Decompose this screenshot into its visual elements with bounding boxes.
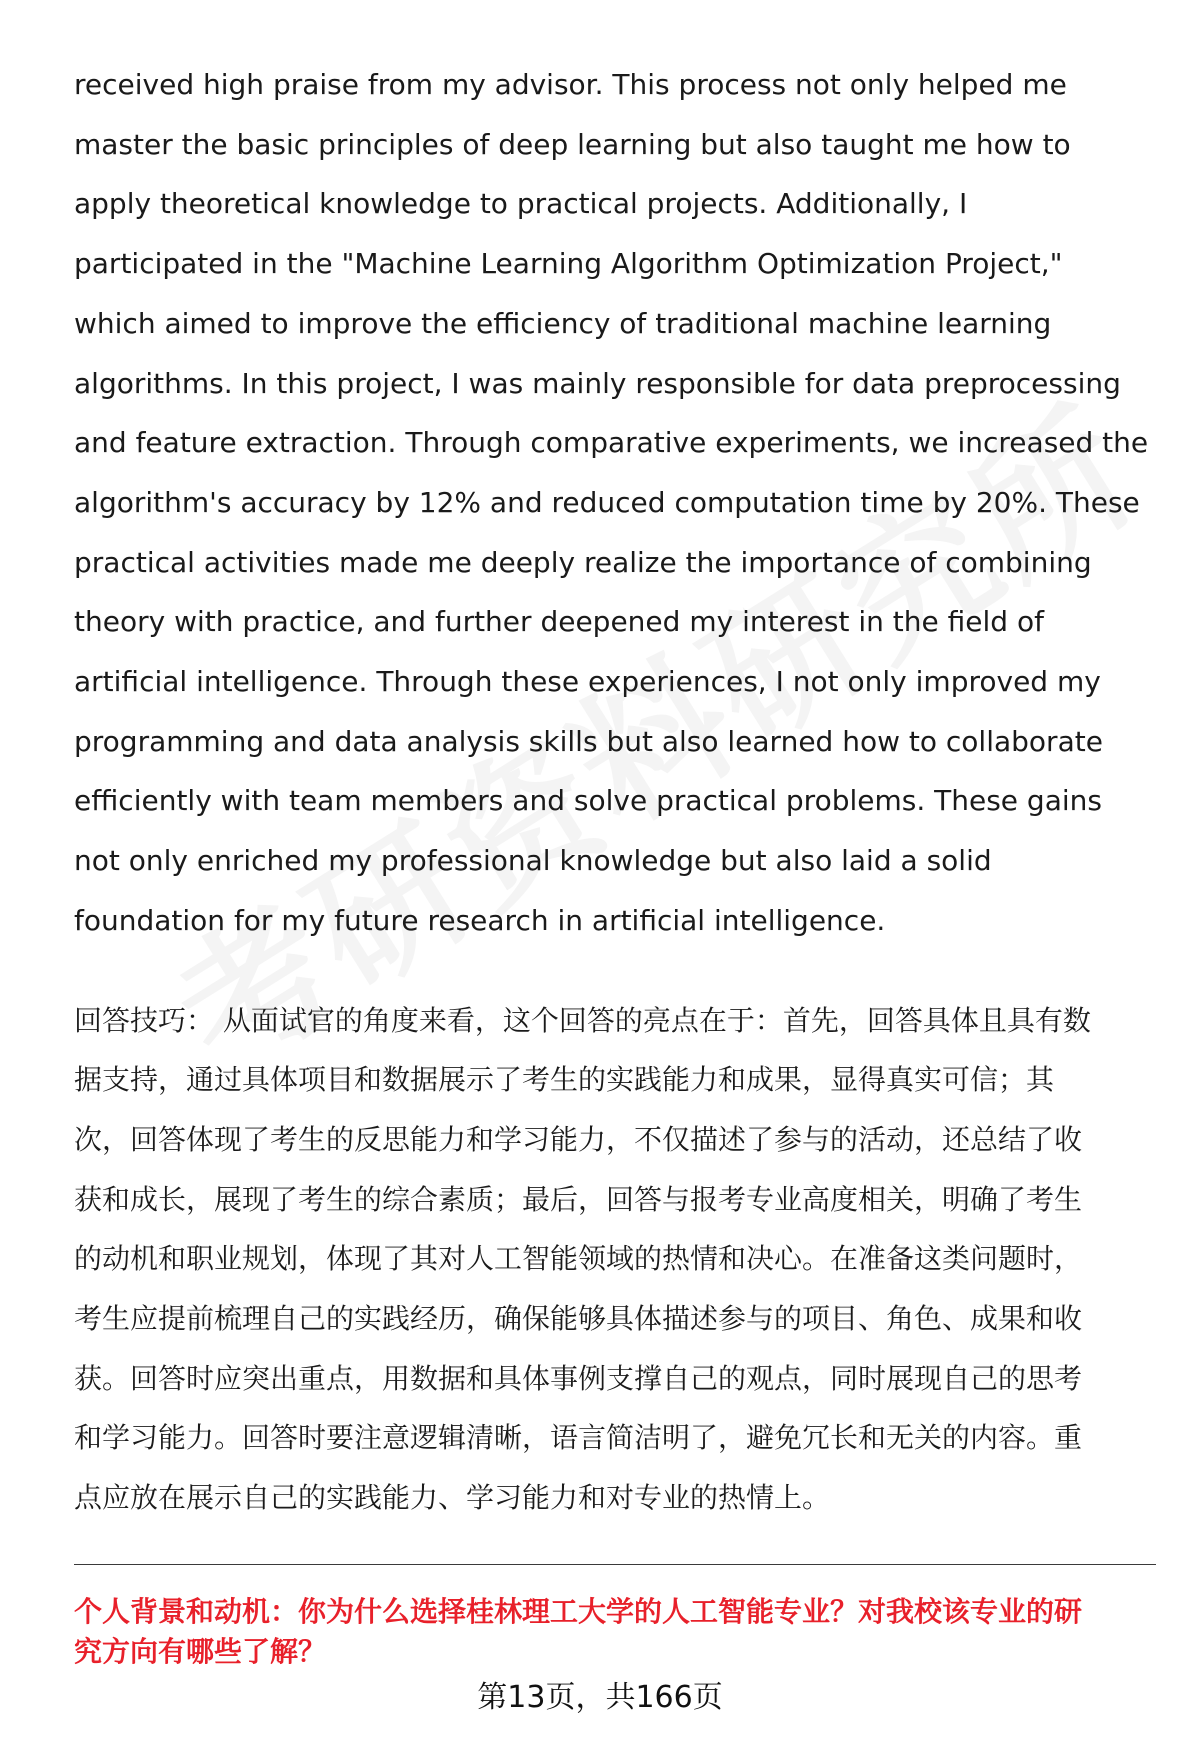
answer-tips-paragraph: 回答技巧： 从面试官的角度来看，这个回答的亮点在于：首先，回答具体且具有数 据支持，通过具体项目和数据展示了考生的实践能力和成果，显得真实可信；其 次，回答体现了考生的反思能力和学习能力，不仅描述了参与的活动，还总结了收 获和成长，展现了考生的综合素质；最后，回答与报考专业高度相关，明确了考生 的动机和职业规划，体现了其对人工智能领域的热情和决心。在准备这类问题时， 考生应提前梳理自己的实践经历，确保能够具体描述参与的项目、角色、成果和收 获。回答时应突出重点，用数据和具体事例支撑自己的观点，同时展现自己的思考 和学习能力。回答时要注意逻辑清晰，语言简洁明了，避免冗长和无关的内容。重 点应放在展示自己的实践能力、学习能力和对专业的热情上。 [74,1003,1091,1515]
page-number-footer: 第13页，共166页 [477,1680,723,1715]
next-question-heading: 个人背景和动机：你为什么选择桂林理工大学的人工智能专业？对我校该专业的研 究方向有哪些了解？ [74,1595,1083,1668]
section-divider [74,1564,1156,1565]
answer-paragraph: received high praise from my advisor. This process not only helped me master the basic principles of deep learning but also taught me how to apply theoretical knowledge to practical projects. Additionally, I participated in the "Machine Learning Algorithm Optimization Project," which aimed to improve the efficiency of traditional machine learning algorithms. In this project, I was mainly responsible for data preprocessing and feature extraction. Through comparative experiments, we increased the algorithm's accuracy by 12% and reduced computation time by 20%. These practical activities made me deeply realize the importance of combining theory with practice, and further deepened my interest in the field of artificial intelligence. Through these experiences, I not only improved my programming and data analysis skills but also learned how to collaborate efficiently with team members and solve practical problems. These gains not only enriched my professional knowledge but also laid a solid foundation for my future research in artificial intelligence. [74,68,1149,937]
page-content [74,55,1156,1528]
